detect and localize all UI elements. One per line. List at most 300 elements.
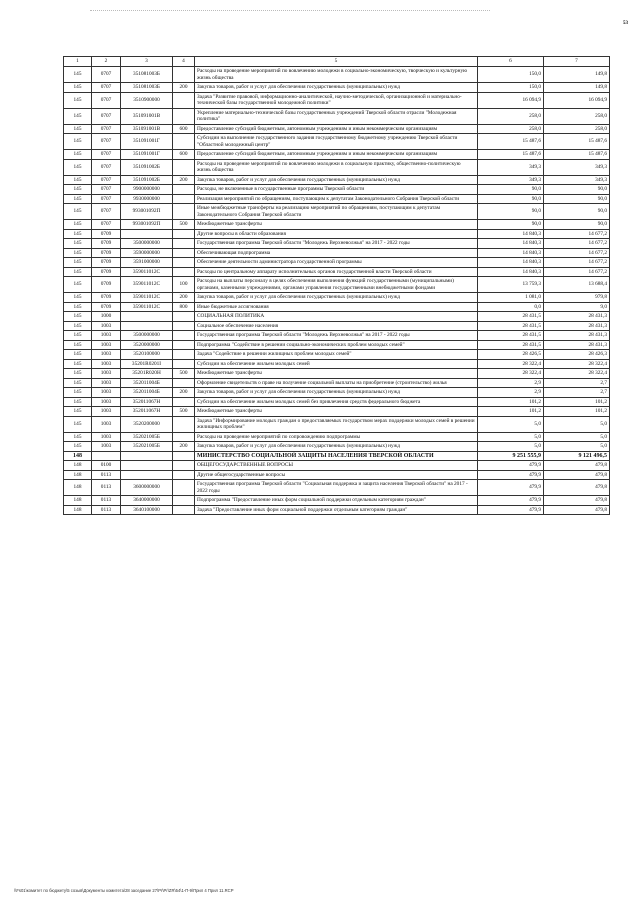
cell-actual-amount: 15 487,6 bbox=[544, 150, 610, 160]
table-row bbox=[64, 134, 610, 150]
cell-description: Расходы на проведение мероприятий по сопровождению подпрограммы bbox=[195, 432, 478, 442]
cell-planned-amount: 14 840,3 bbox=[478, 229, 544, 239]
cell-expense-type bbox=[173, 350, 195, 360]
cell-expense-type bbox=[173, 194, 195, 204]
cell-description: Социальное обеспечение населения bbox=[195, 321, 478, 331]
table-row bbox=[64, 442, 610, 452]
cell-expense-type: 800 bbox=[173, 302, 195, 312]
cell-planned-amount: 150,0 bbox=[478, 67, 544, 83]
header-cell: 7 bbox=[544, 57, 610, 67]
cell-target-code: 35201R020H bbox=[121, 369, 173, 379]
cell-planned-amount: 349,3 bbox=[478, 159, 544, 175]
cell-planned-amount: 349,3 bbox=[478, 175, 544, 185]
cell-expense-type bbox=[173, 239, 195, 249]
table-row bbox=[64, 432, 610, 442]
cell-actual-amount: 5,0 bbox=[544, 442, 610, 452]
cell-description: Межбюджетные трансферты bbox=[195, 407, 478, 417]
budget-table-body bbox=[64, 57, 610, 515]
table-row bbox=[64, 248, 610, 258]
cell-planned-amount: 15 487,6 bbox=[478, 134, 544, 150]
cell-section-code: 0707 bbox=[92, 194, 121, 204]
cell-target-code bbox=[121, 461, 173, 471]
cell-planned-amount: 16 094,9 bbox=[478, 92, 544, 108]
table-row bbox=[64, 185, 610, 195]
cell-actual-amount: 15 487,6 bbox=[544, 134, 610, 150]
cell-expense-type bbox=[173, 312, 195, 322]
cell-section-code: 1003 bbox=[92, 416, 121, 432]
table-row bbox=[64, 92, 610, 108]
table-row bbox=[64, 416, 610, 432]
cell-expense-type: 200 bbox=[173, 293, 195, 303]
cell-planned-amount: 28 431,5 bbox=[478, 340, 544, 350]
cell-actual-amount: 2,7 bbox=[544, 388, 610, 398]
cell-actual-amount: 479,8 bbox=[544, 470, 610, 480]
cell-expense-type bbox=[173, 67, 195, 83]
cell-section-code: 0113 bbox=[92, 480, 121, 496]
cell-planned-amount: 28 322,4 bbox=[478, 369, 544, 379]
cell-expense-type bbox=[173, 108, 195, 124]
cell-ministry-code: 145 bbox=[64, 369, 92, 379]
table-row bbox=[64, 369, 610, 379]
cell-expense-type bbox=[173, 378, 195, 388]
cell-actual-amount: 149,8 bbox=[544, 83, 610, 93]
cell-section-code: 1003 bbox=[92, 350, 121, 360]
cell-target-code: 993001092П bbox=[121, 220, 173, 230]
cell-description: Реализация мероприятий по обращениям, поступающим к депутатам Законодательного Собрания Тверской области bbox=[195, 194, 478, 204]
cell-target-code: 3520000000 bbox=[121, 340, 173, 350]
cell-expense-type bbox=[173, 321, 195, 331]
cell-target-code: 351081003Б bbox=[121, 67, 173, 83]
cell-description: Закупка товаров, работ и услуг для обеспечения государственных (муниципальных) нужд bbox=[195, 83, 478, 93]
cell-expense-type: 200 bbox=[173, 175, 195, 185]
cell-actual-amount: 16 094,9 bbox=[544, 92, 610, 108]
cell-planned-amount: 479,9 bbox=[478, 461, 544, 471]
cell-description: Государственная программа Тверской области "Молодежь Верхневолжья" на 2017 - 2022 годы bbox=[195, 239, 478, 249]
cell-target-code: 359011012С bbox=[121, 293, 173, 303]
cell-section-code: 0707 bbox=[92, 92, 121, 108]
header-cell: 6 bbox=[478, 57, 544, 67]
cell-ministry-code: 148 bbox=[64, 461, 92, 471]
cell-expense-type: 200 bbox=[173, 388, 195, 398]
cell-planned-amount: 479,9 bbox=[478, 505, 544, 515]
cell-actual-amount: 349,3 bbox=[544, 175, 610, 185]
cell-planned-amount: 13 759,3 bbox=[478, 277, 544, 293]
table-row bbox=[64, 277, 610, 293]
cell-target-code: 352011067Н bbox=[121, 407, 173, 417]
cell-expense-type bbox=[173, 258, 195, 268]
table-row bbox=[64, 496, 610, 506]
cell-expense-type: 500 bbox=[173, 407, 195, 417]
cell-actual-amount: 14 677,2 bbox=[544, 229, 610, 239]
cell-description: Обеспечивающая подпрограмма bbox=[195, 248, 478, 258]
cell-expense-type: 600 bbox=[173, 124, 195, 134]
cell-ministry-code: 145 bbox=[64, 321, 92, 331]
cell-section-code: 0707 bbox=[92, 159, 121, 175]
cell-section-code: 1003 bbox=[92, 369, 121, 379]
cell-actual-amount: 5,0 bbox=[544, 416, 610, 432]
cell-description: Расходы по центральному аппарату исполнительных органов государственной власти Тверской области bbox=[195, 267, 478, 277]
cell-target-code: 3640000000 bbox=[121, 496, 173, 506]
table-row bbox=[64, 150, 610, 160]
cell-description: Межбюджетные трансферты bbox=[195, 220, 478, 230]
table-row bbox=[64, 239, 610, 249]
table-row bbox=[64, 407, 610, 417]
cell-planned-amount: 28 431,5 bbox=[478, 321, 544, 331]
table-row bbox=[64, 229, 610, 239]
cell-description: Задача "Содействие в решении жилищных проблем молодых семей" bbox=[195, 350, 478, 360]
cell-expense-type: 200 bbox=[173, 83, 195, 93]
cell-expense-type bbox=[173, 416, 195, 432]
cell-ministry-code: 145 bbox=[64, 185, 92, 195]
cell-section-code: 0707 bbox=[92, 124, 121, 134]
table-row bbox=[64, 470, 610, 480]
cell-expense-type bbox=[173, 359, 195, 369]
cell-description: Другие общегосударственные вопросы bbox=[195, 470, 478, 480]
cell-ministry-code: 145 bbox=[64, 378, 92, 388]
cell-description: Обеспечение деятельности администратора государственной программы bbox=[195, 258, 478, 268]
cell-target-code: 352011004Б bbox=[121, 378, 173, 388]
cell-planned-amount: 28 426,5 bbox=[478, 350, 544, 360]
cell-target-code: 3520200000 bbox=[121, 416, 173, 432]
cell-section-code bbox=[92, 451, 121, 461]
cell-section-code: 0707 bbox=[92, 185, 121, 195]
cell-actual-amount: 90,0 bbox=[544, 194, 610, 204]
cell-expense-type bbox=[173, 204, 195, 220]
cell-planned-amount: 5,0 bbox=[478, 432, 544, 442]
cell-description: Субсидии на обеспечение жильем молодых семей bbox=[195, 359, 478, 369]
table-row bbox=[64, 124, 610, 134]
cell-expense-type bbox=[173, 134, 195, 150]
cell-actual-amount: 101,2 bbox=[544, 397, 610, 407]
header-cell: 4 bbox=[173, 57, 195, 67]
cell-target-code: 351091001В bbox=[121, 124, 173, 134]
cell-ministry-code: 148 bbox=[64, 505, 92, 515]
cell-target-code: 3591000000 bbox=[121, 258, 173, 268]
cell-actual-amount: 979,8 bbox=[544, 293, 610, 303]
page-number: 53 bbox=[623, 21, 628, 26]
cell-target-code: 351081003Б bbox=[121, 83, 173, 93]
cell-description: Оформление свидетельств о праве на получение социальной выплаты на приобретение (строительство) жилья bbox=[195, 378, 478, 388]
cell-description: Закупка товаров, работ и услуг для обеспечения государственных (муниципальных) нужд bbox=[195, 175, 478, 185]
cell-actual-amount: 479,8 bbox=[544, 461, 610, 471]
table-row bbox=[64, 67, 610, 83]
cell-ministry-code: 145 bbox=[64, 150, 92, 160]
cell-expense-type bbox=[173, 267, 195, 277]
cell-ministry-code: 145 bbox=[64, 258, 92, 268]
cell-planned-amount: 90,0 bbox=[478, 185, 544, 195]
cell-section-code: 1003 bbox=[92, 432, 121, 442]
cell-description: Государственная программа Тверской области "Социальная поддержка и защита населения Тверской области" на 2017 - 2022 годы bbox=[195, 480, 478, 496]
cell-description: Расходы, не включенные в государственные программы Тверской области bbox=[195, 185, 478, 195]
cell-target-code: 3640100000 bbox=[121, 505, 173, 515]
cell-ministry-code: 148 bbox=[64, 496, 92, 506]
cell-description: Подпрограмма "Содействие в решении социально-экономических проблем молодых семей" bbox=[195, 340, 478, 350]
cell-section-code: 1000 bbox=[92, 312, 121, 322]
cell-ministry-code: 145 bbox=[64, 277, 92, 293]
cell-section-code: 0707 bbox=[92, 67, 121, 83]
cell-description: Субсидии на обеспечение жильем молодых семей без привлечения средств федерального бюджета bbox=[195, 397, 478, 407]
cell-actual-amount: 258,0 bbox=[544, 124, 610, 134]
cell-description: Закупка товаров, работ и услуг для обеспечения государственных (муниципальных) нужд bbox=[195, 442, 478, 452]
cell-target-code: 359011012С bbox=[121, 277, 173, 293]
cell-planned-amount: 479,9 bbox=[478, 480, 544, 496]
header-cell: 3 bbox=[121, 57, 173, 67]
cell-ministry-code: 145 bbox=[64, 416, 92, 432]
cell-ministry-code: 145 bbox=[64, 293, 92, 303]
cell-description: Предоставление субсидий бюджетным, автономным учреждениям и иным некоммерческим организациям bbox=[195, 150, 478, 160]
cell-ministry-code: 145 bbox=[64, 175, 92, 185]
cell-description: Предоставление субсидий бюджетным, автономным учреждениям и иным некоммерческим организациям bbox=[195, 124, 478, 134]
cell-ministry-code: 145 bbox=[64, 331, 92, 341]
table-row bbox=[64, 204, 610, 220]
cell-target-code: 352011004Б bbox=[121, 388, 173, 398]
cell-description: Межбюджетные трансферты bbox=[195, 369, 478, 379]
cell-expense-type: 500 bbox=[173, 220, 195, 230]
cell-expense-type bbox=[173, 229, 195, 239]
cell-target-code: 352021005Б bbox=[121, 442, 173, 452]
cell-description: Закупка товаров, работ и услуг для обеспечения государственных (муниципальных) нужд bbox=[195, 293, 478, 303]
cell-expense-type bbox=[173, 470, 195, 480]
cell-section-code: 0113 bbox=[92, 470, 121, 480]
cell-actual-amount: 28 322,4 bbox=[544, 369, 610, 379]
cell-section-code: 0709 bbox=[92, 258, 121, 268]
cell-ministry-code: 145 bbox=[64, 67, 92, 83]
cell-expense-type: 500 bbox=[173, 369, 195, 379]
cell-planned-amount: 258,0 bbox=[478, 124, 544, 134]
cell-ministry-code: 145 bbox=[64, 302, 92, 312]
cell-target-code: 351091002Б bbox=[121, 175, 173, 185]
cell-expense-type: 200 bbox=[173, 442, 195, 452]
cell-target-code bbox=[121, 451, 173, 461]
cell-description: Задача "Предоставление иных форм социальной поддержки отдельным категориям граждан" bbox=[195, 505, 478, 515]
cell-section-code: 1003 bbox=[92, 321, 121, 331]
cell-section-code: 1003 bbox=[92, 331, 121, 341]
table-row bbox=[64, 267, 610, 277]
table-row bbox=[64, 331, 610, 341]
table-row bbox=[64, 397, 610, 407]
cell-description: Государственная программа Тверской области "Молодежь Верхневолжья" на 2017 - 2022 годы bbox=[195, 331, 478, 341]
cell-ministry-code: 145 bbox=[64, 340, 92, 350]
cell-description: СОЦИАЛЬНАЯ ПОЛИТИКА bbox=[195, 312, 478, 322]
table-row bbox=[64, 258, 610, 268]
cell-section-code: 0707 bbox=[92, 150, 121, 160]
cell-planned-amount: 28 322,4 bbox=[478, 359, 544, 369]
table-row bbox=[64, 293, 610, 303]
cell-ministry-code: 145 bbox=[64, 407, 92, 417]
cell-expense-type bbox=[173, 397, 195, 407]
cell-expense-type bbox=[173, 505, 195, 515]
cell-planned-amount: 90,0 bbox=[478, 204, 544, 220]
cell-section-code: 0113 bbox=[92, 496, 121, 506]
cell-actual-amount: 14 677,2 bbox=[544, 258, 610, 268]
cell-section-code: 0709 bbox=[92, 229, 121, 239]
cell-target-code: 993001092П bbox=[121, 204, 173, 220]
table-row bbox=[64, 378, 610, 388]
cell-expense-type bbox=[173, 159, 195, 175]
cell-actual-amount: 13 688,4 bbox=[544, 277, 610, 293]
cell-planned-amount: 5,0 bbox=[478, 416, 544, 432]
cell-actual-amount: 9,0 bbox=[544, 302, 610, 312]
cell-ministry-code: 145 bbox=[64, 229, 92, 239]
cell-target-code: 3600000000 bbox=[121, 480, 173, 496]
cell-actual-amount: 90,0 bbox=[544, 220, 610, 230]
cell-ministry-code: 145 bbox=[64, 432, 92, 442]
cell-description: Другие вопросы в области образования bbox=[195, 229, 478, 239]
cell-ministry-code: 145 bbox=[64, 194, 92, 204]
table-row bbox=[64, 108, 610, 124]
cell-description: Укрепление материально-технической базы государственных учреждений Тверской области отрасли "Молодежная политика" bbox=[195, 108, 478, 124]
cell-planned-amount: 14 840,3 bbox=[478, 248, 544, 258]
cell-actual-amount: 479,8 bbox=[544, 496, 610, 506]
cell-target-code: 359011012С bbox=[121, 302, 173, 312]
cell-actual-amount: 14 677,2 bbox=[544, 239, 610, 249]
header-cell: 5 bbox=[195, 57, 478, 67]
cell-planned-amount: 101,2 bbox=[478, 407, 544, 417]
cell-expense-type bbox=[173, 340, 195, 350]
budget-table bbox=[63, 56, 610, 515]
cell-actual-amount: 28 431,3 bbox=[544, 331, 610, 341]
cell-expense-type bbox=[173, 461, 195, 471]
cell-actual-amount: 28 426,3 bbox=[544, 350, 610, 360]
cell-expense-type bbox=[173, 331, 195, 341]
cell-section-code: 0113 bbox=[92, 505, 121, 515]
cell-ministry-code: 145 bbox=[64, 92, 92, 108]
cell-planned-amount: 2,9 bbox=[478, 388, 544, 398]
table-row bbox=[64, 350, 610, 360]
cell-ministry-code: 145 bbox=[64, 83, 92, 93]
cell-section-code: 0709 bbox=[92, 277, 121, 293]
cell-planned-amount: 479,9 bbox=[478, 470, 544, 480]
cell-actual-amount: 28 322,4 bbox=[544, 359, 610, 369]
cell-planned-amount: 28 431,5 bbox=[478, 331, 544, 341]
cell-target-code: 3510900000 bbox=[121, 92, 173, 108]
cell-section-code: 0707 bbox=[92, 175, 121, 185]
cell-description: Иные бюджетные ассигнования bbox=[195, 302, 478, 312]
table-row bbox=[64, 480, 610, 496]
cell-planned-amount: 2,9 bbox=[478, 378, 544, 388]
cell-target-code: 352011067Н bbox=[121, 397, 173, 407]
table-row bbox=[64, 388, 610, 398]
cell-description: Расходы на выплаты персоналу в целях обеспечения выполнения функций государственными (муниципальными) органами, казенными учреждениями, органами управления государственными внебюджетными фондами bbox=[195, 277, 478, 293]
cell-description: Расходы на проведение мероприятий по вовлечению молодежи в социальную практику, общественно-политическую жизнь общества bbox=[195, 159, 478, 175]
table-row bbox=[64, 451, 610, 461]
cell-target-code: 351091002Б bbox=[121, 159, 173, 175]
cell-section-code: 0707 bbox=[92, 220, 121, 230]
cell-target-code bbox=[121, 229, 173, 239]
table-row bbox=[64, 359, 610, 369]
cell-planned-amount: 0,0 bbox=[478, 302, 544, 312]
table-row bbox=[64, 505, 610, 515]
cell-planned-amount: 90,0 bbox=[478, 194, 544, 204]
cell-section-code: 0709 bbox=[92, 267, 121, 277]
cell-section-code: 0707 bbox=[92, 108, 121, 124]
cell-target-code: 359011012С bbox=[121, 267, 173, 277]
cell-target-code: 351091001Г bbox=[121, 134, 173, 150]
cell-actual-amount: 90,0 bbox=[544, 185, 610, 195]
cell-ministry-code: 145 bbox=[64, 388, 92, 398]
cell-actual-amount: 90,0 bbox=[544, 204, 610, 220]
table-row bbox=[64, 159, 610, 175]
cell-description: Субсидии на выполнение государственного задания государственному бюджетному учреждению Тверской области "Областной молодежный центр" bbox=[195, 134, 478, 150]
cell-description: Закупка товаров, работ и услуг для обеспечения государственных (муниципальных) нужд bbox=[195, 388, 478, 398]
cell-ministry-code: 145 bbox=[64, 248, 92, 258]
cell-section-code: 1003 bbox=[92, 378, 121, 388]
cell-planned-amount: 5,0 bbox=[478, 442, 544, 452]
cell-section-code: 0709 bbox=[92, 293, 121, 303]
cell-description: Задача "Информирование молодых граждан о предоставляемых государством мерах поддержки молодых семей в решении жилищных проблем" bbox=[195, 416, 478, 432]
cell-target-code: 352021005Б bbox=[121, 432, 173, 442]
cell-expense-type bbox=[173, 432, 195, 442]
header-cell: 1 bbox=[64, 57, 92, 67]
cell-actual-amount: 14 677,2 bbox=[544, 267, 610, 277]
cell-actual-amount: 28 431,3 bbox=[544, 312, 610, 322]
cell-description: ОБЩЕГОСУДАРСТВЕННЫЕ ВОПРОСЫ bbox=[195, 461, 478, 471]
cell-planned-amount: 150,0 bbox=[478, 83, 544, 93]
cell-ministry-code: 148 bbox=[64, 470, 92, 480]
cell-section-code: 0707 bbox=[92, 134, 121, 150]
cell-target-code: 3500000000 bbox=[121, 239, 173, 249]
cell-target-code bbox=[121, 321, 173, 331]
cell-target-code: 3500000000 bbox=[121, 331, 173, 341]
cell-target-code bbox=[121, 470, 173, 480]
cell-ministry-code: 145 bbox=[64, 350, 92, 360]
cell-target-code: 3520100000 bbox=[121, 350, 173, 360]
cell-description: МИНИСТЕРСТВО СОЦИАЛЬНОЙ ЗАЩИТЫ НАСЕЛЕНИЯ ТВЕРСКОЙ ОБЛАСТИ bbox=[195, 451, 478, 461]
cell-ministry-code: 145 bbox=[64, 397, 92, 407]
cell-ministry-code: 145 bbox=[64, 159, 92, 175]
cell-planned-amount: 90,0 bbox=[478, 220, 544, 230]
cell-ministry-code: 145 bbox=[64, 267, 92, 277]
cell-actual-amount: 28 431,3 bbox=[544, 340, 610, 350]
cell-expense-type bbox=[173, 248, 195, 258]
cell-ministry-code: 148 bbox=[64, 451, 92, 461]
cell-section-code: 0709 bbox=[92, 302, 121, 312]
cell-ministry-code: 145 bbox=[64, 124, 92, 134]
cell-target-code: 35201R0201I bbox=[121, 359, 173, 369]
cell-actual-amount: 28 431,3 bbox=[544, 321, 610, 331]
cell-actual-amount: 258,0 bbox=[544, 108, 610, 124]
cell-ministry-code: 145 bbox=[64, 239, 92, 249]
cell-actual-amount: 479,8 bbox=[544, 505, 610, 515]
cell-section-code: 1003 bbox=[92, 442, 121, 452]
cell-actual-amount: 14 677,2 bbox=[544, 248, 610, 258]
cell-target-code: 3590000000 bbox=[121, 248, 173, 258]
cell-description: Задача "Развитие правовой, информационно-аналитической, научно-методической, организационной и материально-технической базы государственной молодежной политики" bbox=[195, 92, 478, 108]
cell-ministry-code: 145 bbox=[64, 204, 92, 220]
cell-planned-amount: 258,0 bbox=[478, 108, 544, 124]
cell-expense-type bbox=[173, 480, 195, 496]
cell-section-code: 0100 bbox=[92, 461, 121, 471]
cell-actual-amount: 2,7 bbox=[544, 378, 610, 388]
cell-planned-amount: 9 251 555,9 bbox=[478, 451, 544, 461]
cell-target-code: 351091001Г bbox=[121, 150, 173, 160]
cell-actual-amount: 349,3 bbox=[544, 159, 610, 175]
cell-planned-amount: 1 081,0 bbox=[478, 293, 544, 303]
cell-actual-amount: 101,2 bbox=[544, 407, 610, 417]
cell-ministry-code: 145 bbox=[64, 359, 92, 369]
scan-edge-line bbox=[90, 10, 490, 12]
cell-section-code: 0709 bbox=[92, 239, 121, 249]
cell-expense-type: 600 bbox=[173, 150, 195, 160]
cell-actual-amount: 9 121 496,5 bbox=[544, 451, 610, 461]
table-row bbox=[64, 340, 610, 350]
cell-section-code: 1003 bbox=[92, 388, 121, 398]
cell-ministry-code: 145 bbox=[64, 442, 92, 452]
cell-description: Расходы на проведение мероприятий по вовлечению молодежи в социально-экономическую, творческую и культурную жизнь общества bbox=[195, 67, 478, 83]
cell-expense-type bbox=[173, 185, 195, 195]
cell-ministry-code: 145 bbox=[64, 134, 92, 150]
table-row bbox=[64, 175, 610, 185]
